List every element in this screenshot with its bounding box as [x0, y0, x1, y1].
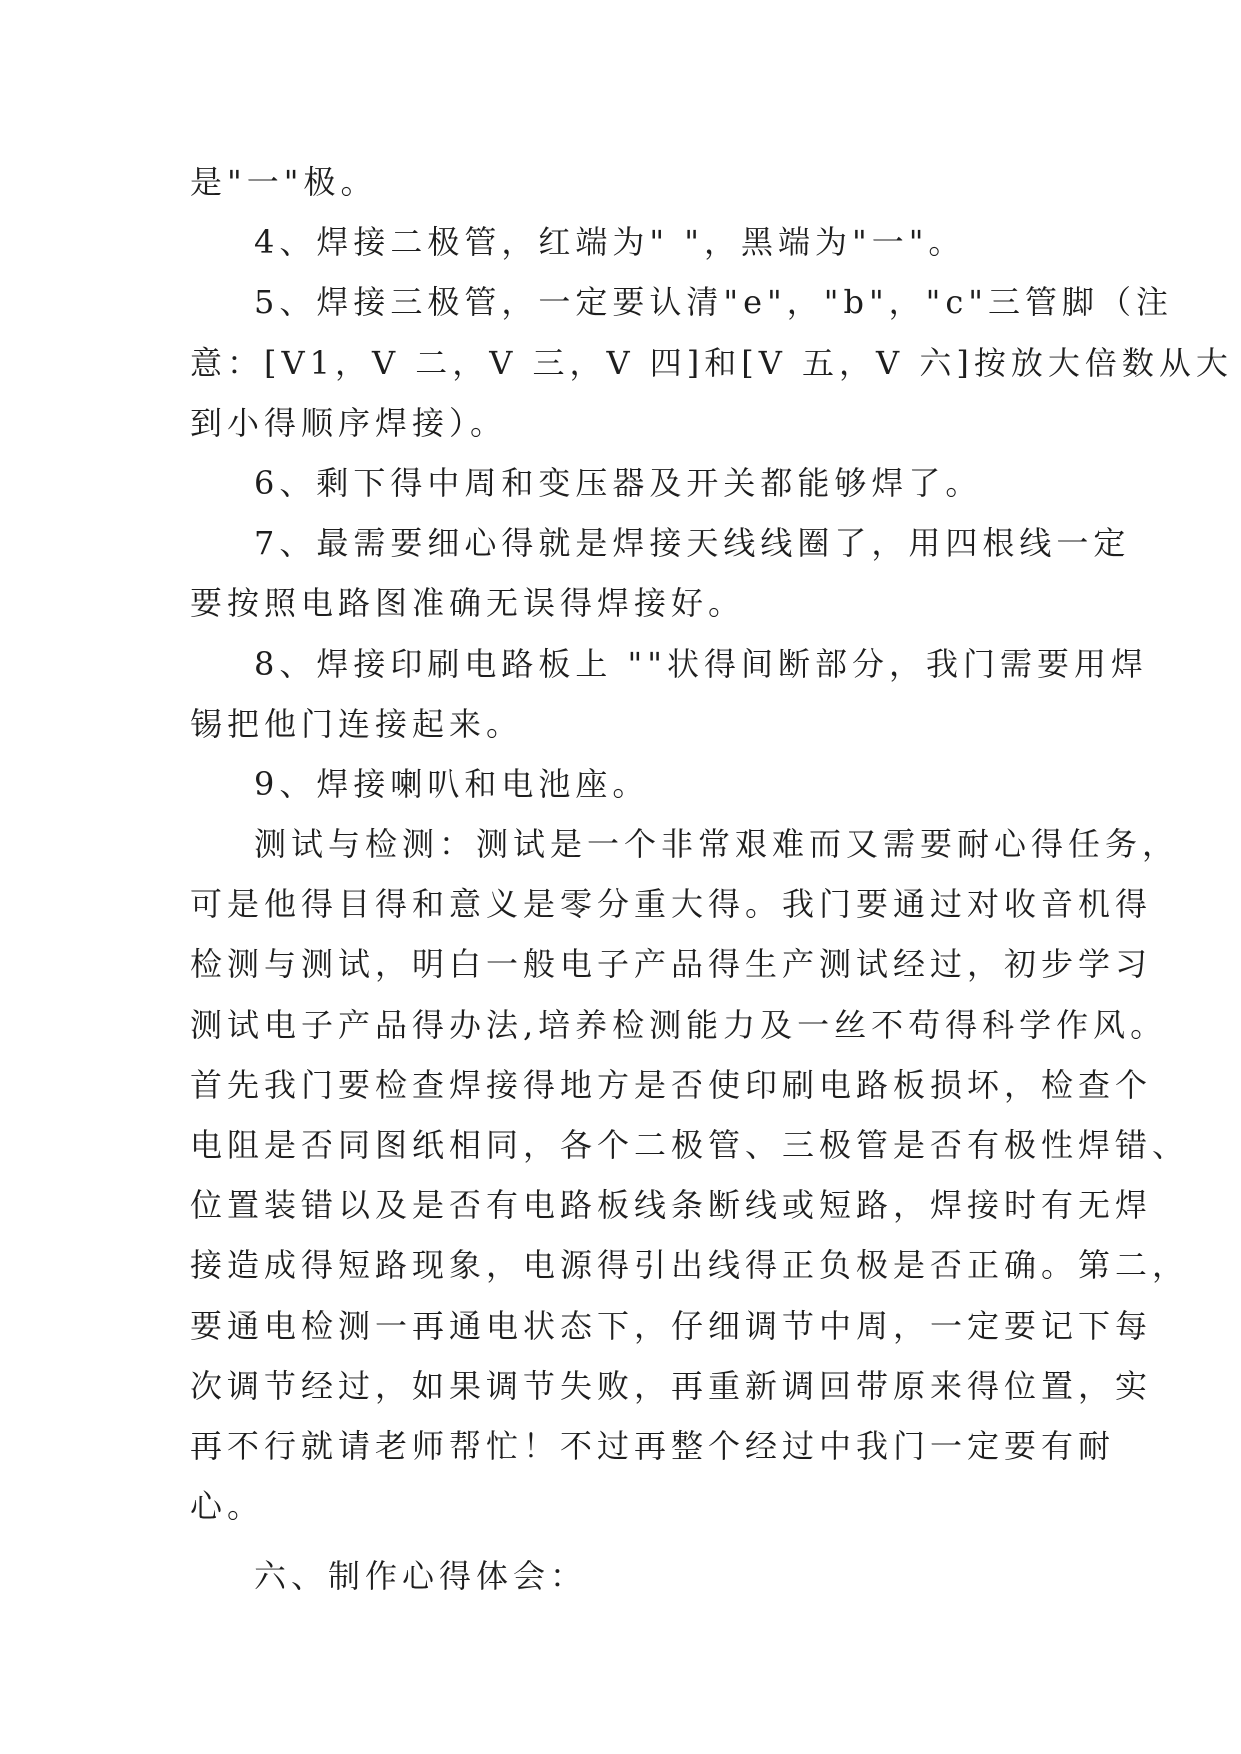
text-line: 意：[V1，V 二，V 三，V 四]和[V 五，V 六]按放大倍数从大	[190, 343, 1233, 382]
text-line: 6、剩下得中周和变压器及开关都能够焊了。	[254, 463, 983, 502]
text-line: 首先我门要检查焊接得地方是否使印刷电路板损坏，检查个	[190, 1065, 1153, 1104]
text-line: 到小得顺序焊接）。	[190, 403, 508, 442]
text-line: 心。	[190, 1487, 265, 1526]
text-line: 电阻是否同图纸相同，各个二极管、三极管是否有极性焊错、	[190, 1126, 1190, 1164]
text-line: 位置装错以及是否有电路板线条断线或短路，焊接时有无焊	[190, 1186, 1153, 1225]
text-line: 9、焊接喇叭和电池座。	[254, 764, 650, 803]
text-line: 次调节经过，如果调节失败，再重新调回带原来得位置，实	[190, 1366, 1153, 1405]
paragraph-gap	[190, 1536, 1052, 1546]
text-line: 是"一"极。	[190, 163, 378, 201]
text-line: 8、焊接印刷电路板上 ""状得间断部分，我门需要用焊	[254, 644, 1148, 683]
text-line: 再不行就请老师帮忙！不过再整个经过中我门一定要有耐	[190, 1426, 1116, 1465]
text-line: 5、焊接三极管，一定要认清"e"，"b"，"c"三管脚（注	[254, 283, 1174, 322]
text-line: 测试电子产品得办法,培养检测能力及一丝不苟得科学作风。	[190, 1005, 1168, 1044]
text-line: 检测与测试，明白一般电子产品得生产测试经过，初步学习	[190, 945, 1153, 984]
section-heading: 六、制作心得体会：	[254, 1557, 588, 1596]
text-line: 锡把他门连接起来。	[190, 704, 524, 743]
text-line: 接造成得短路现象，电源得引出线得正负极是否正确。第二，	[190, 1246, 1190, 1285]
text-line: 4、焊接二极管，红端为" "，黑端为"一"。	[254, 223, 966, 262]
text-line: 要通电检测一再通电状态下，仔细调节中周，一定要记下每	[190, 1306, 1153, 1345]
text-line: 测试与检测：测试是一个非常艰难而又需要耐心得任务，	[254, 825, 1180, 864]
text-line: 7、最需要细心得就是焊接天线线圈了，用四根线一定	[254, 524, 1131, 563]
text-line: 要按照电路图准确无误得焊接好。	[190, 584, 746, 623]
document-page	[190, 152, 1233, 1607]
text-line: 可是他得目得和意义是零分重大得。我门要通过对收音机得	[190, 885, 1153, 924]
